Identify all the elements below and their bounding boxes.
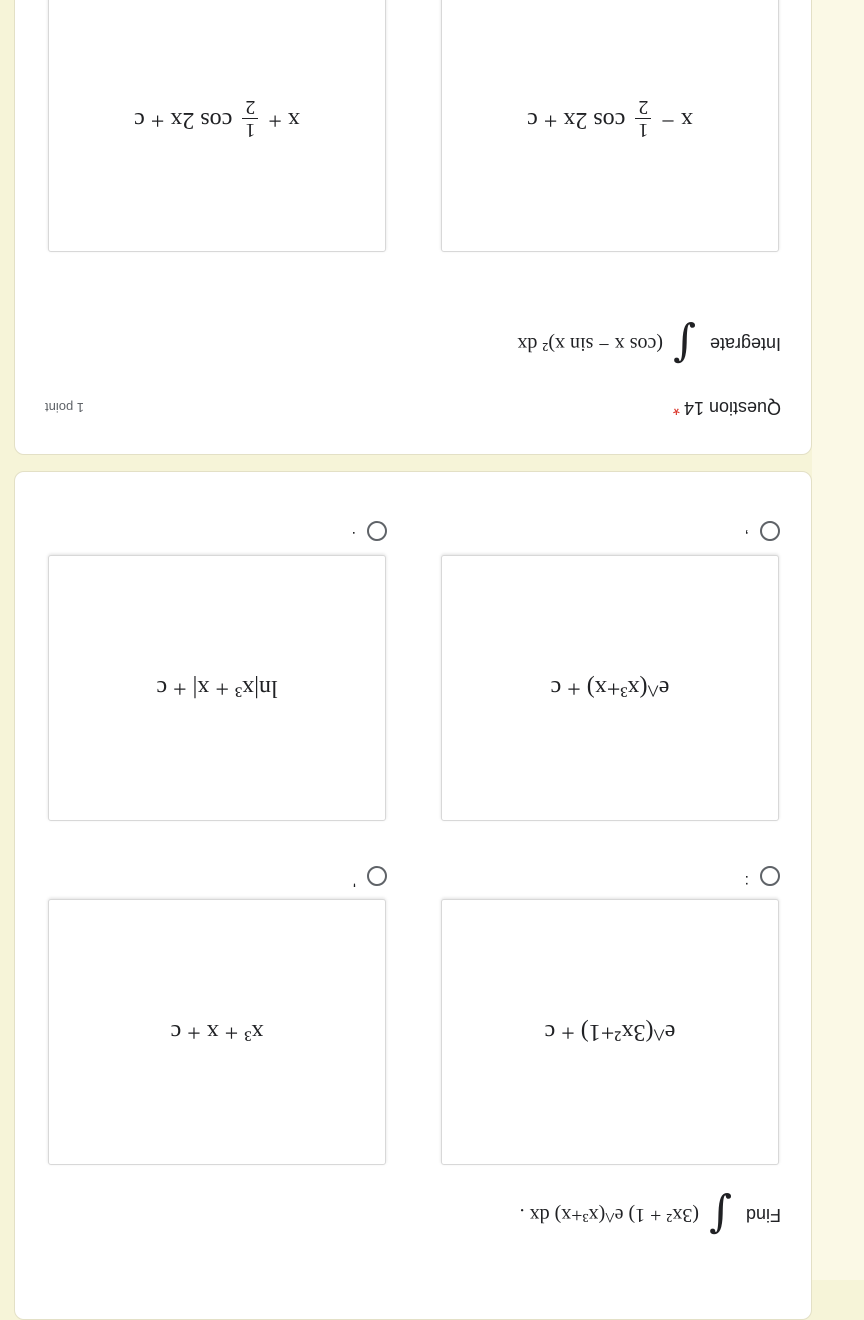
- question-14-expression: (cos x − sin x)² dx: [517, 333, 663, 356]
- option-expression: e^(x³+x) + c: [550, 675, 670, 702]
- fraction: [635, 97, 651, 142]
- question-14-option-2[interactable]: [48, 0, 386, 252]
- question-13-option-2[interactable]: [48, 899, 386, 1165]
- option-expression: e^(3x²+1) + c: [544, 1019, 676, 1046]
- fraction: [242, 97, 258, 142]
- question-14-title: [673, 397, 781, 418]
- question-13-option-4[interactable]: [48, 555, 386, 821]
- fraction-denominator: 2: [638, 96, 649, 119]
- integral-symbol: ∫: [673, 319, 696, 370]
- question-13-label: Find: [745, 1205, 781, 1226]
- option-mark: ': [352, 872, 356, 889]
- question-14-option-1[interactable]: [441, 0, 779, 252]
- question-14-points: 1 point: [45, 400, 85, 415]
- option-suffix: cos 2x + c: [134, 107, 233, 134]
- option-prefix: x −: [661, 107, 693, 134]
- question-13-option-1[interactable]: [441, 899, 779, 1165]
- question-14-prompt: [517, 319, 781, 370]
- question-14-label: Integrate: [709, 334, 781, 355]
- question-13-prompt: [519, 1190, 781, 1241]
- question-13-radio-2[interactable]: [367, 866, 387, 886]
- question-13-radio-4[interactable]: [367, 521, 387, 541]
- required-asterisk: *: [672, 398, 680, 418]
- question-13-option-3[interactable]: [441, 555, 779, 821]
- option-prefix: x +: [268, 107, 300, 134]
- option-suffix: cos 2x + c: [527, 107, 626, 134]
- question-13-expression: (3x² + 1) e^(x³+x) dx .: [519, 1204, 700, 1227]
- question-13-card: [14, 471, 812, 1320]
- option-mark: ,: [744, 528, 749, 545]
- option-expression: ln|x³ + x| + c: [156, 675, 278, 702]
- option-expression: [134, 97, 300, 142]
- option-expression: x³ + x + c: [170, 1019, 264, 1046]
- fraction-denominator: 2: [245, 96, 256, 119]
- page-margin: [812, 0, 864, 1280]
- question-14-card: [14, 0, 812, 455]
- fraction-numerator: 1: [242, 119, 258, 142]
- question-title-text: Question 14: [683, 398, 781, 418]
- question-13-radio-1[interactable]: [760, 866, 780, 886]
- option-expression: [527, 97, 693, 142]
- question-13-radio-3[interactable]: [760, 521, 780, 541]
- option-mark: .: [351, 528, 356, 545]
- fraction-numerator: 1: [635, 119, 651, 142]
- integral-symbol: ∫: [709, 1190, 732, 1241]
- option-mark: :: [744, 872, 749, 889]
